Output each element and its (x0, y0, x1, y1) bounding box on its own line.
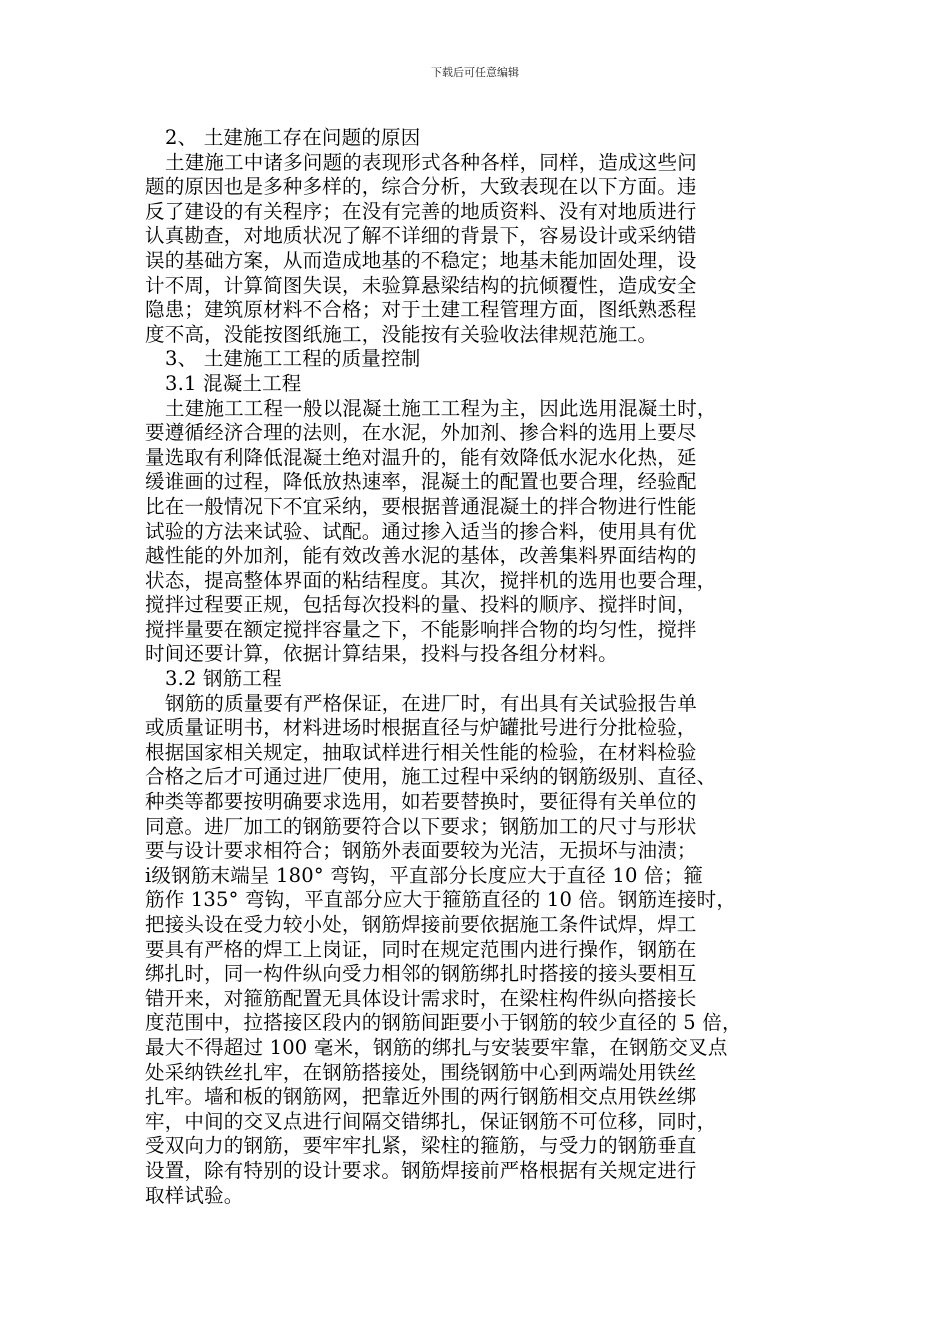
paragraph-line: 隐患；建筑原材料不合格；对于土建工程管理方面，图纸熟悉程 (145, 298, 697, 322)
paragraph-line: 同意。进厂加工的钢筋要符合以下要求；钢筋加工的尺寸与形状 (145, 814, 697, 838)
paragraph-line: 计不周，计算简图失误，未验算悬梁结构的抗倾覆性，造成安全 (145, 273, 697, 297)
paragraph-line: ⅰ级钢筋末端呈 180° 弯钩，平直部分长度应大于直径 10 倍；箍 (145, 863, 704, 887)
paragraph-line: 根据国家相关规定，抽取试样进行相关性能的检验，在材料检验 (145, 740, 697, 764)
paragraph-line: 缓谁画的过程，降低放热速率，混凝土的配置也要合理，经验配 (145, 470, 697, 494)
paragraph (145, 692, 775, 1208)
paragraph-line: 越性能的外加剂，能有效改善水泥的基体，改善集料界面结构的 (145, 544, 697, 568)
paragraph-line: 要具有严格的焊工上岗证，同时在规定范围内进行操作，钢筋在 (145, 937, 697, 961)
paragraph-line: 误的基础方案，从而造成地基的不稳定；地基未能加固处理，设 (145, 248, 697, 272)
paragraph-line: 题的原因也是多种多样的，综合分析，大致表现在以下方面。违 (145, 175, 697, 199)
paragraph-line: 设置，除有特别的设计要求。钢筋焊接前严格根据有关规定进行 (145, 1158, 697, 1182)
paragraph-line: 错开来，对箍筋配置无具体设计需求时，在梁柱构件纵向搭接长 (145, 986, 697, 1010)
paragraph-line: 筋作 135° 弯钩，平直部分应大于箍筋直径的 10 倍。钢筋连接时， (145, 888, 737, 912)
paragraph-line: 最大不得超过 100 毫米，钢筋的绑扎与安装要牢靠，在钢筋交叉点 (145, 1035, 728, 1059)
paragraph-line: 把接头设在受力较小处，钢筋焊接前要依据施工条件试焊，焊工 (145, 913, 697, 936)
section-heading: 3、 土建施工工程的质量控制 (165, 347, 421, 371)
paragraph-line: 或质量证明书，材料进场时根据直径与炉罐批号进行分批检验， (145, 716, 697, 740)
document-body (145, 126, 775, 1208)
paragraph-line: 试验的方法来试验、试配。通过掺入适当的掺合料，使用具有优 (145, 519, 697, 543)
paragraph-line: 量选取有利降低混凝土绝对温升的，能有效降低水泥水化热，延 (145, 445, 697, 469)
paragraph (145, 151, 775, 348)
paragraph-line: 度不高，没能按图纸施工，没能按有关验收法律规范施工。 (145, 322, 658, 346)
paragraph-line: 反了建设的有关程序；在没有完善的地质资料、没有对地质进行 (145, 199, 697, 223)
paragraph-line: 搅拌量要在额定搅拌容量之下，不能影响拌合物的均匀性，搅拌 (145, 617, 697, 641)
paragraph-line: 要遵循经济合理的法则，在水泥，外加剂、掺合料的选用上要尽 (145, 421, 697, 445)
paragraph-line: 牢，中间的交叉点进行间隔交错绑扎，保证钢筋不可位移，同时， (145, 1109, 717, 1133)
paragraph-line: 度范围中，拉搭接区段内的钢筋间距要小于钢筋的较少直径的 5 倍， (145, 1011, 742, 1035)
paragraph-line: 土建施工中诸多问题的表现形式各种各样，同样，造成这些问 (165, 150, 697, 174)
paragraph-line: 搅拌过程要正规，包括每次投料的量、投料的顺序、搅拌时间， (145, 593, 697, 617)
paragraph-line: 取样试验。 (145, 1183, 244, 1207)
paragraph-line: 合格之后才可通过进厂使用，施工过程中采纳的钢筋级别、直径、 (145, 765, 717, 789)
paragraph-line: 要与设计要求相符合；钢筋外表面要较为光洁，无损坏与油渍； (145, 839, 697, 863)
section-heading: 3.1 混凝土工程 (165, 371, 302, 395)
section-heading: 3.2 钢筋工程 (165, 667, 282, 691)
paragraph-line: 比在一般情况下不宜采纳，要根据普通混凝土的拌合物进行性能 (145, 494, 697, 518)
page-header-note: 下载后可任意编辑 (431, 66, 519, 79)
paragraph-line: 处采纳铁丝扎牢，在钢筋搭接处，围绕钢筋中心到两端处用铁丝 (145, 1060, 697, 1084)
paragraph-line: 扎牢。墙和板的钢筋网，把靠近外围的两行钢筋相交点用铁丝绑 (145, 1085, 697, 1109)
paragraph-line: 土建施工工程一般以混凝土施工工程为主，因此选用混凝土时， (165, 396, 717, 420)
paragraph-line: 时间还要计算，依据计算结果，投料与投各组分材料。 (145, 642, 618, 666)
paragraph-line: 钢筋的质量要有严格保证，在进厂时，有出具有关试验报告单 (165, 691, 697, 715)
section-heading: 2、 土建施工存在问题的原因 (165, 126, 421, 149)
paragraph-line: 受双向力的钢筋，要牢牢扎紧，梁柱的箍筋，与受力的钢筋垂直 (145, 1134, 697, 1158)
paragraph-line: 状态，提高整体界面的粘结程度。其次，搅拌机的选用也要合理， (145, 568, 717, 592)
paragraph-line: 种类等都要按明确要求选用，如若要替换时，要征得有关单位的 (145, 790, 697, 814)
paragraph-line: 绑扎时，同一构件纵向受力相邻的钢筋绑扎时搭接的接头要相互 (145, 962, 697, 986)
paragraph (145, 397, 775, 668)
paragraph-line: 认真勘查，对地质状况了解不详细的背景下，容易设计或采纳错 (145, 224, 697, 248)
